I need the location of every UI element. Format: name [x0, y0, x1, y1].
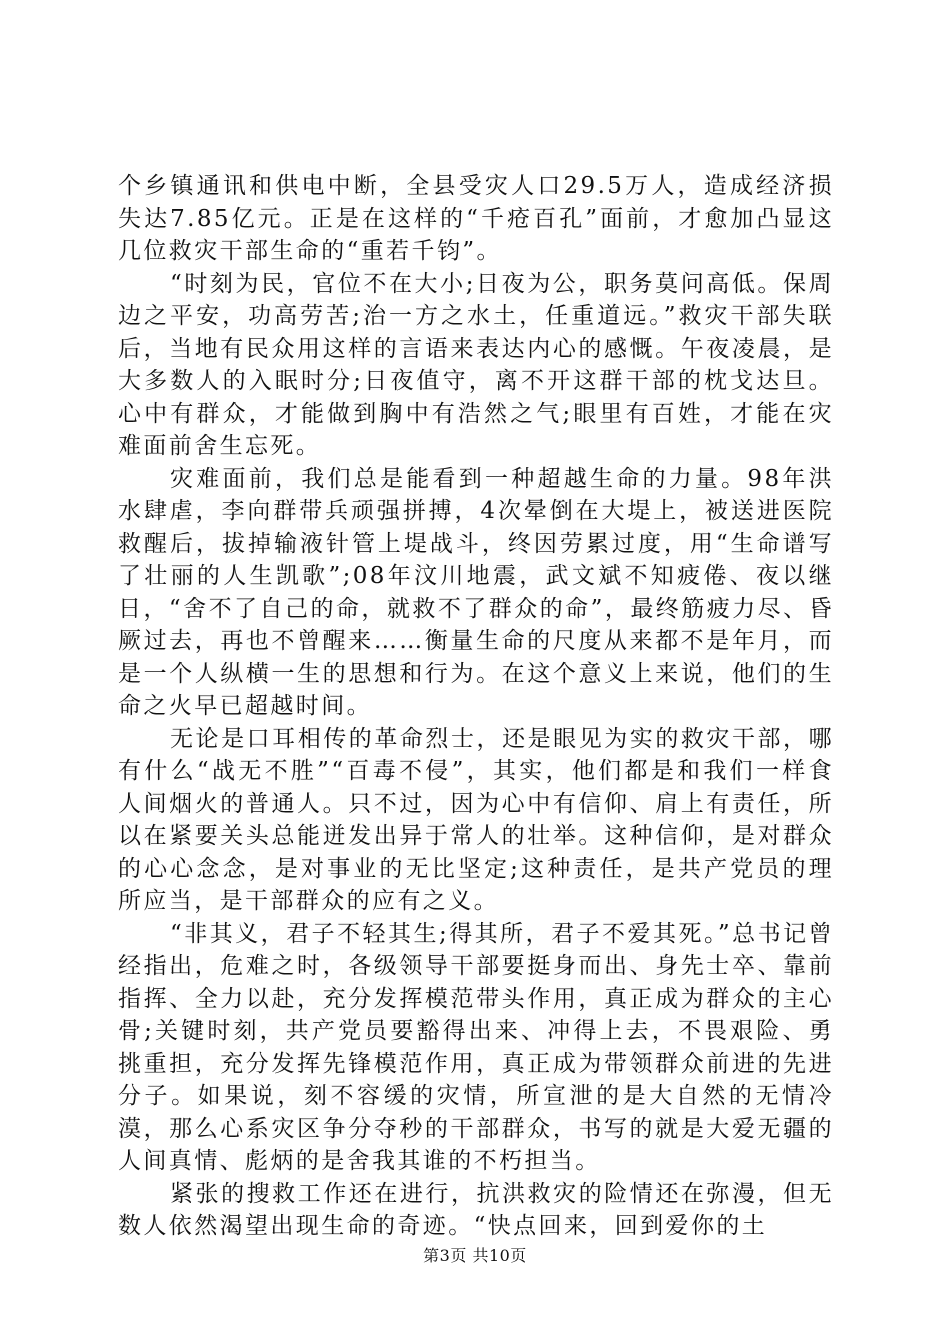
document-body — [118, 170, 834, 1239]
paragraph: 个乡镇通讯和供电中断，全县受灾人口29.5万人，造成经济损失达7.85亿元。正是在这样的“千疮百孔”面前，才愈加凸显这几位救灾干部生命的“重若千钧”。 — [118, 173, 834, 264]
paragraph: 无论是口耳相传的革命烈士，还是眼见为实的救灾干部，哪有什么“战无不胜”“百毒不侵”，其实，他们都是和我们一样食人间烟火的普通人。只不过，因为心中有信仰、肩上有责任，所以在紧要关头总能迸发出异于常人的壮举。这种信仰，是对群众的心心念念，是对事业的无比坚定;这种责任，是共产党员的理所应当，是干部群众的应有之义。 — [118, 725, 834, 914]
paragraph: 灾难面前，我们总是能看到一种超越生命的力量。98年洪水肆虐，李向群带兵顽强拼搏，4次晕倒在大堤上，被送进医院救醒后，拔掉输液针管上堤战斗，终因劳累过度，用“生命谱写了壮丽的人生凯歌”;08年汶川地震，武文斌不知疲倦、夜以继日，“舍不了自己的命，就救不了群众的命”，最终筋疲力尽、昏厥过去，再也不曾醒来……衡量生命的尺度从来都不是年月，而是一个人纵横一生的思想和行为。在这个意义上来说，他们的生命之火早已超越时间。 — [118, 465, 834, 719]
page-footer — [0, 1246, 950, 1266]
page-number-label: 第3页 共10页 — [423, 1246, 527, 1265]
paragraph: “时刻为民，官位不在大小;日夜为公，职务莫问高低。保周边之平安，功高劳苦;治一方之水土，任重道远。”救灾干部失联后，当地有民众用这样的言语来表达内心的感慨。午夜凌晨，是大多数人的入眠时分;日夜值守，离不开这群干部的枕戈达旦。心中有群众，才能做到胸中有浩然之气;眼里有百姓，才能在灾难面前舍生忘死。 — [118, 270, 834, 459]
paragraph: 紧张的搜救工作还在进行，抗洪救灾的险情还在弥漫，但无数人依然渴望出现生命的奇迹。“快点回来，回到爱你的土 — [118, 1180, 834, 1239]
paragraph: “非其义，君子不轻其生;得其所，君子不爱其死。”总书记曾经指出，危难之时，各级领导干部要挺身而出、身先士卒、靠前指挥、全力以赴，充分发挥模范带头作用，真正成为群众的主心骨;关键时刻，共产党员要豁得出来、冲得上去，不畏艰险、勇挑重担，充分发挥先锋模范作用，真正成为带领群众前进的先进分子。如果说，刻不容缓的灾情，所宣泄的是大自然的无情冷漠，那么心系灾区争分夺秒的干部群众，书写的就是大爱无疆的人间真情、彪炳的是舍我其谁的不朽担当。 — [118, 920, 834, 1174]
